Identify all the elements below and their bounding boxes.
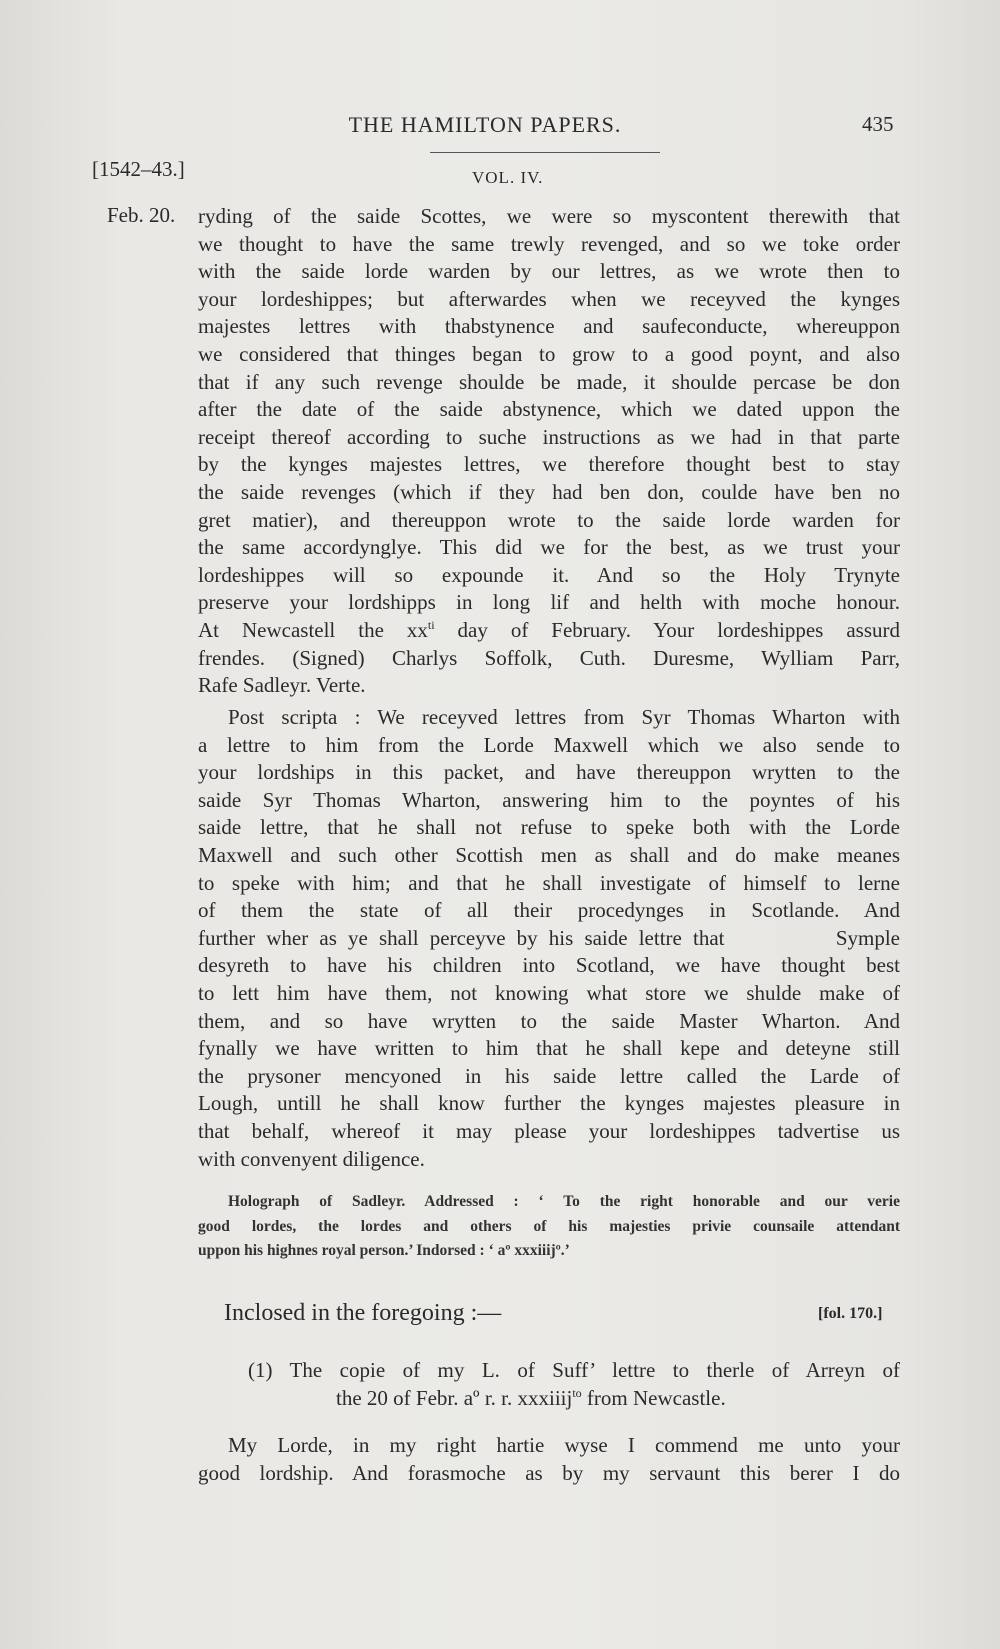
text-line: desyreth to have his children into Scotland, we have thought best (198, 953, 900, 978)
running-title: THE HAMILTON PAPERS. (348, 112, 622, 137)
text-line: My Lorde, in my right hartie wyse I commend me unto your (228, 1433, 900, 1457)
text-line: a lettre to him from the Lorde Maxwell which we also sende to (198, 732, 900, 757)
text-line: with the saide lorde warden by our lettres, as we wrote then to (198, 259, 900, 284)
text-line: we thought to have the same trewly revenged, and so we toke order (198, 231, 900, 256)
superscript: to (572, 1385, 582, 1400)
note-line: Holograph of Sadleyr. Addressed : ‘ To the right honorable and our verie (228, 1193, 900, 1210)
text-line: preserve your lordshipps in long lif and helth with moche honour. (198, 590, 900, 615)
text-line: Maxwell and such other Scottish men as shall and do make meanes (198, 842, 900, 867)
enclosure-heading: Inclosed in the foregoing :— (224, 1300, 502, 1326)
header-rule (430, 152, 660, 153)
text-fragment: At Newcastell the xx (198, 617, 428, 642)
text-line (198, 1385, 900, 1413)
text-line: ryding of the saide Scottes, we were so myscontent therewith that (198, 204, 900, 228)
text-line: after the date of the saide abstynence, which we dated uppon the (198, 397, 900, 422)
text-line: them, and so have wrytten to the saide Master Wharton. And (198, 1008, 900, 1033)
text-line: to lett him have them, not knowing what store we shulde make of (198, 980, 900, 1005)
text-line: that if any such revenge shoulde be made, it shoulde percase be don (198, 369, 900, 394)
margin-date: Feb. 20. (107, 203, 176, 227)
text-line: the saide revenges (which if they had ben don, coulde have ben no (198, 479, 900, 504)
text-line: majestes lettres with thabstynence and saufeconducte, whereuppon (198, 314, 900, 339)
text-line: saide Syr Thomas Wharton, answering him to the poyntes of his (198, 787, 900, 812)
page-number: 435 (862, 112, 894, 136)
text-line: your lordships in this packet, and have thereuppon wrytten to the (198, 760, 900, 785)
superscript: ti (427, 617, 435, 632)
folio-reference: [fol. 170.] (818, 1305, 883, 1322)
text-line: Post scripta : We receyved lettres from Syr Thomas Wharton with (228, 705, 900, 729)
postscript-paragraph (198, 704, 900, 1173)
text-fragment: day of February. Your lordeshippes assurd (434, 617, 900, 642)
date-range: [1542–43.] (92, 157, 185, 181)
text-line: lordeshippes will so expounde it. And so the Holy Trynyte (198, 562, 900, 587)
text-line: (1) The copie of my L. of Suff’ lettre to therle of Arreyn of (248, 1358, 900, 1382)
text-line: Lough, untill he shall know further the kynges majestes pleasure in (198, 1091, 900, 1116)
text-line: frendes. (Signed) Charlys Soffolk, Cuth. Duresme, Wylliam Parr, (198, 645, 900, 670)
text-line: with convenyent diligence. (198, 1146, 425, 1171)
text-line: good lordship. And forasmoche as by my servaunt this berer I do (198, 1460, 900, 1485)
text-line: Rafe Sadleyr. Verte. (198, 673, 366, 698)
editorial-note (198, 1190, 900, 1264)
text-line: that behalf, whereof it may please your lordeshippes tadvertise us (198, 1118, 900, 1143)
text-line: fynally we have written to him that he shall kepe and deteyne still (198, 1036, 900, 1061)
text-line: receipt thereof according to suche instructions as we had in that parte (198, 424, 900, 449)
text-line-date (198, 617, 900, 645)
letter-paragraph-1 (198, 203, 900, 700)
text-line: your lordeshippes; but afterwardes when we receyved the kynges (198, 286, 900, 311)
enclosure-item-heading (198, 1357, 900, 1412)
text-line: to speke with him; and that he shall investigate of himself to lerne (198, 870, 900, 895)
volume-label: VOL. IV. (472, 168, 544, 187)
text-fragment: from Newcastle. (581, 1385, 726, 1410)
text-fragment: the 20 of Febr. aº r. r. xxxiiij (336, 1385, 573, 1410)
text-line: of them the state of all their procedynges in Scotlande. And (198, 898, 900, 923)
text-line: the same accordynglye. This did we for the best, as we trust your (198, 535, 900, 560)
text-line: gret matier), and thereuppon wrote to the saide lorde warden for (198, 507, 900, 532)
note-line: good lordes, the lordes and others of his majesties privie counsaile attendant (198, 1217, 900, 1235)
enclosure-letter-paragraph (198, 1432, 900, 1487)
text-line: the prysoner mencyoned in his saide lettre called the Larde of (198, 1063, 900, 1088)
text-line: further wher as ye shall perceyve by his saide lettre that Symple (198, 925, 900, 950)
note-line: uppon his highnes royal person.’ Indorsed : ‘ aº xxxiiijº.’ (198, 1242, 570, 1259)
text-line: we considered that thinges began to grow to a good poynt, and also (198, 341, 900, 366)
text-line: saide lettre, that he shall not refuse to speke both with the Lorde (198, 815, 900, 840)
text-line: by the kynges majestes lettres, we therefore thought best to stay (198, 452, 900, 477)
